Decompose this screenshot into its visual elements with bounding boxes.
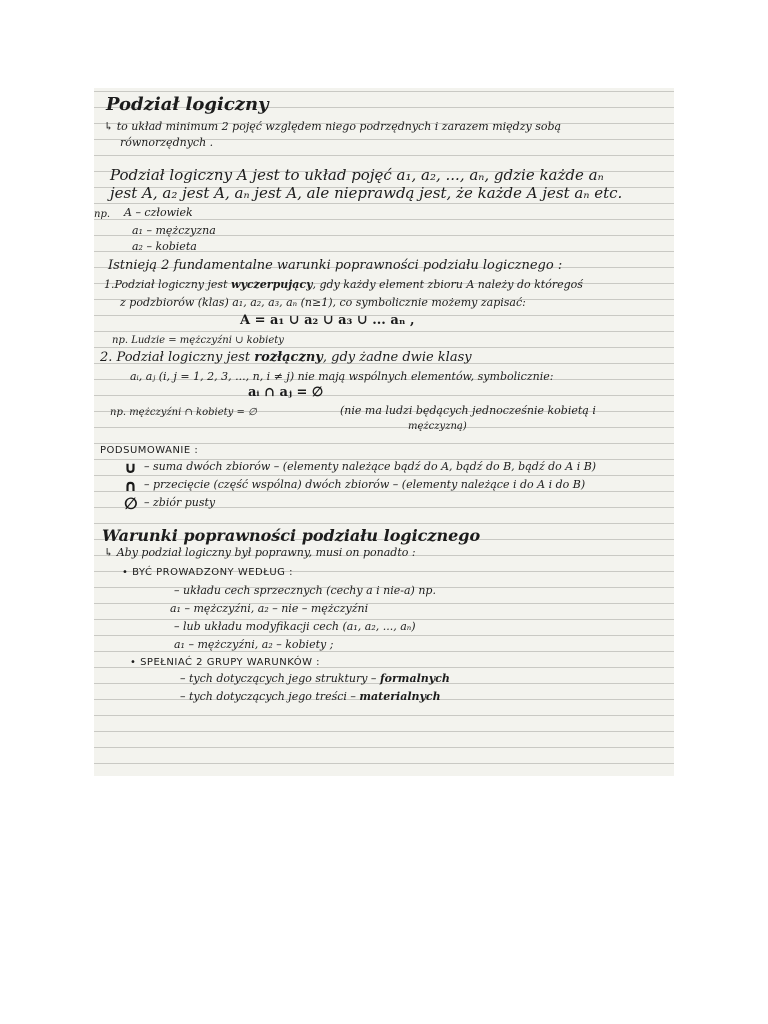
example-label: np. [94, 209, 111, 220]
cond2-post: , gdy żadne dwie klasy [322, 350, 472, 365]
example-a: A – człowiek [124, 206, 193, 219]
bullet-1-line-1: – układu cech sprzecznych (cechy a i nie-a) np. [174, 584, 436, 597]
page-title: Podział logiczny [106, 94, 269, 115]
bullet-1-line-2: a₁ – mężczyźni, a₂ – nie – mężczyźni [170, 602, 369, 615]
cond2-term: rozłączny [254, 350, 323, 365]
definition-line-2: jest A, a₂ jest A, aₙ jest A, ale nieprawdą jest, że każde A jest aₙ etc. [110, 184, 623, 202]
summary-empty-set: – zbiór pusty [144, 496, 216, 509]
bullet-1-line-4: a₁ – mężczyźni, a₂ – kobiety ; [174, 638, 334, 651]
condition-1-line-2: z podzbiorów (klas) a₁, a₂, a₃, aₙ (n≥1), co symbolicznie możemy zapisać: [120, 296, 526, 309]
section-heading: Warunki poprawności podziału logicznego [102, 526, 481, 545]
condition-2-note-2: mężczyzną) [408, 421, 467, 432]
section-intro-line: ↳ Aby podział logiczny był poprawny, musi on ponadto : [104, 546, 416, 559]
intro-text-1: to układ minimum 2 pojęć względem niego podrzędnych i zarazem między sobą [116, 120, 562, 133]
bullet-2-line-1 [180, 672, 450, 686]
condition-2-note-1: (nie ma ludzi będących jednocześnie kobietą i [340, 404, 596, 417]
summary-union: – suma dwóch zbiorów – (elementy należące bądź do A, bądź do B, bądź do A i B) [144, 460, 597, 473]
bullet-2-line-1-text: – tych dotyczących jego struktury – [180, 672, 377, 685]
cond1-post: , gdy każdy element zbioru A należy do któregoś [312, 278, 583, 291]
condition-2-formula: aᵢ ∩ aⱼ = ∅ [248, 385, 324, 400]
condition-2-line-1 [100, 350, 472, 366]
definition-line-1: Podział logiczny A jest to układ pojęć a₁, a₂, ..., aₙ, gdzie każde aₙ [110, 166, 604, 184]
intro-line-2: równorzędnych . [120, 136, 214, 149]
condition-2-line-2: aᵢ, aⱼ (i, j = 1, 2, 3, ..., n, i ≠ j) nie mają wspólnych elementów, symbolicznie: [130, 370, 554, 383]
section-intro: Aby podział logiczny był poprawny, musi on ponadto : [116, 546, 416, 559]
bullet-1: • BYĆ PROWADZONY WEDŁUG : [122, 567, 293, 578]
intro-line-1: ↳ to układ minimum 2 pojęć względem niego podrzędnych i zarazem między sobą [104, 120, 562, 133]
bullet-1-line-3: – lub układu modyfikacji cech (a₁, a₂, ..., aₙ) [174, 620, 416, 633]
bullet-2-line-2 [180, 690, 441, 704]
cond1-term: wyczerpujący [231, 278, 313, 291]
example-a2: a₂ – kobieta [132, 240, 197, 253]
summary-label: PODSUMOWANIE : [100, 445, 199, 456]
notebook-page [94, 88, 674, 776]
condition-1-line-1 [104, 278, 583, 292]
material-term: materialnych [359, 690, 441, 703]
bullet-2: • SPEŁNIAĆ 2 GRUPY WARUNKÓW : [130, 657, 321, 668]
intersection-symbol: ∩ [124, 476, 137, 495]
cond2-pre: 2. Podział logiczny jest [100, 350, 251, 365]
cond1-pre: 1.Podział logiczny jest [104, 278, 228, 291]
union-symbol: ∪ [124, 458, 137, 477]
condition-1-example: np. Ludzie = mężczyźni ∪ kobiety [112, 335, 284, 346]
formal-term: formalnych [379, 672, 450, 685]
condition-1-formula: A = a₁ ∪ a₂ ∪ a₃ ∪ ... aₙ , [240, 313, 415, 328]
condition-2-example: np. mężczyźni ∩ kobiety = ∅ [110, 407, 257, 418]
conditions-intro: Istnieją 2 fundamentalne warunki poprawności podziału logicznego : [108, 258, 563, 273]
summary-intersection: – przecięcie (część wspólna) dwóch zbiorów – (elementy należące i do A i do B) [144, 478, 586, 491]
empty-set-symbol: ∅ [124, 494, 138, 513]
bullet-2-line-2-text: – tych dotyczących jego treści – [180, 690, 356, 703]
example-a1: a₁ – mężczyzna [132, 224, 216, 237]
